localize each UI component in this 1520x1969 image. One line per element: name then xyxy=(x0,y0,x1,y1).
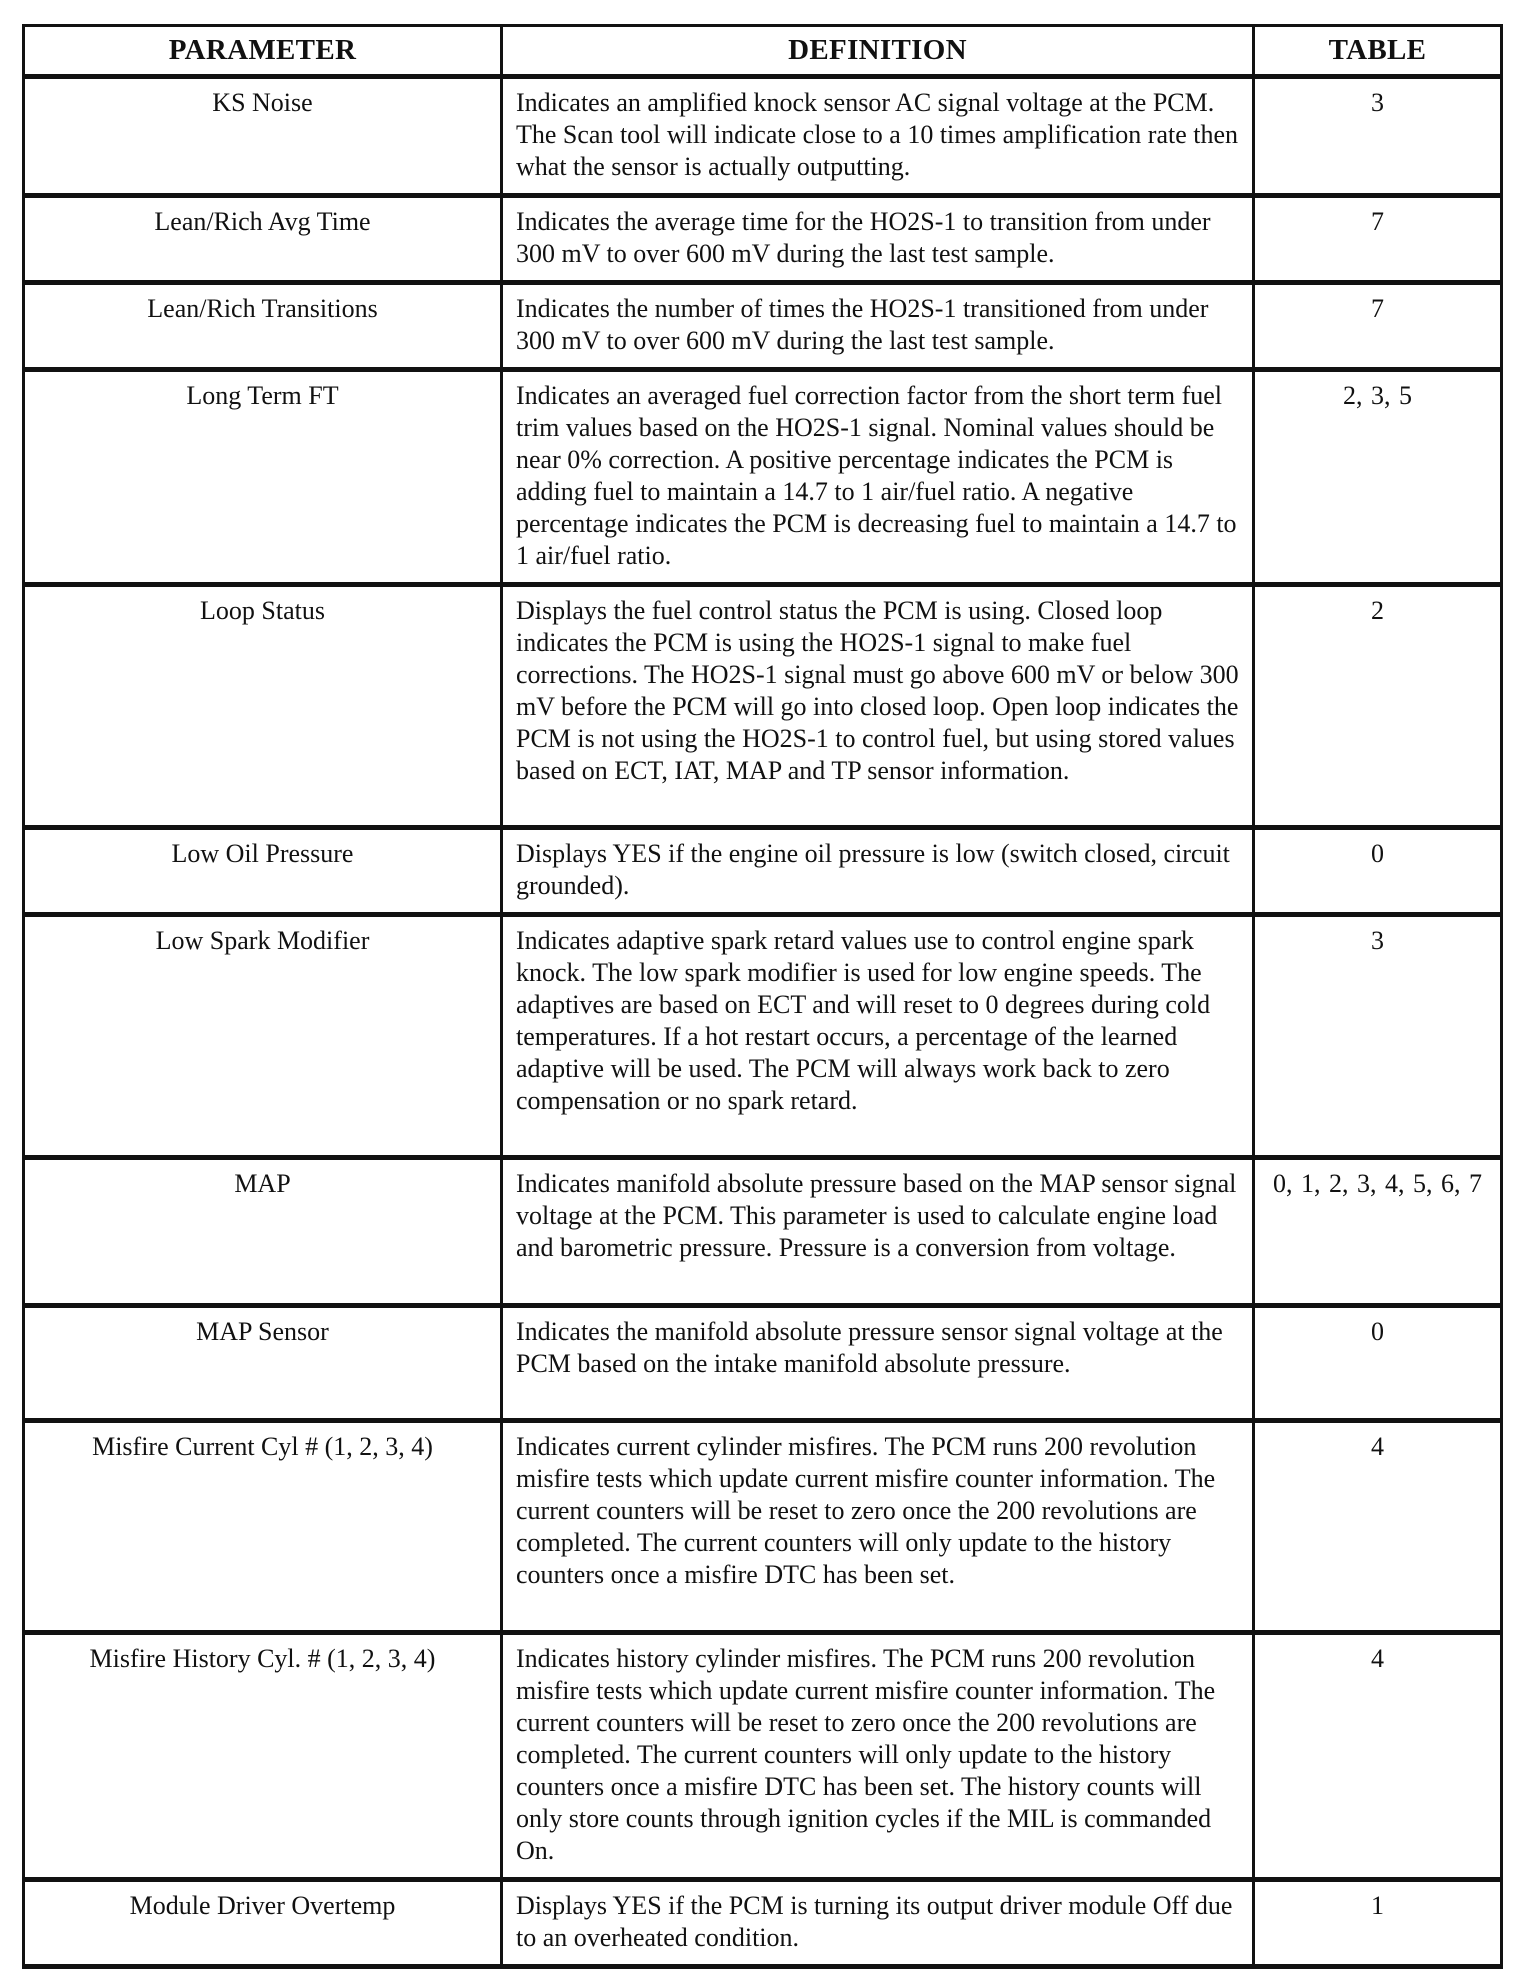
table-row xyxy=(24,1306,1502,1421)
definition-cell: Indicates adaptive spark retard values use to control engine spark knock. The low spark modifier is used for low engine speeds. The adaptives are based on ECT and will reset to 0 degrees during cold temperatures. If a hot restart occurs, a percentage of the learned adaptive will be used. The PCM will always work back to zero compensation or no spark retard. xyxy=(502,915,1254,1158)
table-row xyxy=(24,283,1502,370)
definition-cell: Indicates an amplified knock sensor AC signal voltage at the PCM. The Scan tool will indicate close to a 10 times amplification rate then what the sensor is actually outputting. xyxy=(502,77,1254,196)
table-row xyxy=(24,1633,1502,1880)
table-cell: 2, 3, 5 xyxy=(1254,370,1502,585)
definition-cell: Indicates the number of times the HO2S-1 transitioned from under 300 mV to over 600 mV during the last test sample. xyxy=(502,283,1254,370)
parameter-document xyxy=(22,24,1500,1969)
definition-cell: Indicates an averaged fuel correction factor from the short term fuel trim values based on the HO2S-1 signal. Nominal values should be near 0% correction. A positive percentage indicates the PCM is adding fuel to maintain a 14.7 to 1 air/fuel ratio. A negative percentage indicates the PCM is decreasing fuel to maintain a 14.7 to 1 air/fuel ratio. xyxy=(502,370,1254,585)
table-row xyxy=(24,370,1502,585)
parameter-cell: Lean/Rich Transitions xyxy=(24,283,502,370)
table-cell: 0, 1, 2, 3, 4, 5, 6, 7 xyxy=(1254,1158,1502,1306)
parameter-cell: KS Noise xyxy=(24,77,502,196)
parameter-cell: Misfire Current Cyl # (1, 2, 3, 4) xyxy=(24,1421,502,1633)
definition-cell: Displays YES if the PCM is turning its output driver module Off due to an overheated condition. xyxy=(502,1880,1254,1967)
table-cell: 1 xyxy=(1254,1880,1502,1967)
definition-cell: Indicates manifold absolute pressure based on the MAP sensor signal voltage at the PCM. This parameter is used to calculate engine load and barometric pressure. Pressure is a conversion from voltage. xyxy=(502,1158,1254,1306)
table-cell: 4 xyxy=(1254,1421,1502,1633)
definition-cell: Displays YES if the engine oil pressure is low (switch closed, circuit grounded). xyxy=(502,828,1254,915)
table-row xyxy=(24,196,1502,283)
parameter-table xyxy=(22,24,1503,1969)
table-cell: 2 xyxy=(1254,585,1502,828)
parameter-cell: Module Driver Overtemp xyxy=(24,1880,502,1967)
definition-cell: Indicates current cylinder misfires. The PCM runs 200 revolution misfire tests which update current misfire counter information. The current counters will be reset to zero once the 200 revolutions are completed. The current counters will only update to the history counters once a misfire DTC has been set. xyxy=(502,1421,1254,1633)
definition-cell: Indicates history cylinder misfires. The PCM runs 200 revolution misfire tests which update current misfire counter information. The current counters will be reset to zero once the 200 revolutions are completed. The current counters will only update to the history counters once a misfire DTC has been set. The history counts will only store counts through ignition cycles if the MIL is commanded On. xyxy=(502,1633,1254,1880)
table-row xyxy=(24,1421,1502,1633)
table-cell: 7 xyxy=(1254,283,1502,370)
header-parameter: PARAMETER xyxy=(24,26,502,77)
parameter-cell: MAP Sensor xyxy=(24,1306,502,1421)
table-cell: 0 xyxy=(1254,1306,1502,1421)
header-definition: DEFINITION xyxy=(502,26,1254,77)
parameter-cell: Long Term FT xyxy=(24,370,502,585)
table-cell: 0 xyxy=(1254,828,1502,915)
parameter-cell: Low Oil Pressure xyxy=(24,828,502,915)
table-row xyxy=(24,1880,1502,1967)
header-table: TABLE xyxy=(1254,26,1502,77)
table-cell: 4 xyxy=(1254,1633,1502,1880)
table-cell: 7 xyxy=(1254,196,1502,283)
parameter-cell: Loop Status xyxy=(24,585,502,828)
table-row xyxy=(24,915,1502,1158)
table-cell: 3 xyxy=(1254,77,1502,196)
table-row xyxy=(24,828,1502,915)
definition-cell: Indicates the average time for the HO2S-1 to transition from under 300 mV to over 600 mV during the last test sample. xyxy=(502,196,1254,283)
table-row xyxy=(24,1158,1502,1306)
parameter-cell: Misfire History Cyl. # (1, 2, 3, 4) xyxy=(24,1633,502,1880)
header-row xyxy=(24,26,1502,77)
table-row xyxy=(24,77,1502,196)
parameter-cell: Low Spark Modifier xyxy=(24,915,502,1158)
parameter-cell: MAP xyxy=(24,1158,502,1306)
table-cell: 3 xyxy=(1254,915,1502,1158)
table-row xyxy=(24,585,1502,828)
definition-cell: Displays the fuel control status the PCM is using. Closed loop indicates the PCM is using the HO2S-1 signal to make fuel corrections. The HO2S-1 signal must go above 600 mV or below 300 mV before the PCM will go into closed loop. Open loop indicates the PCM is not using the HO2S-1 to control fuel, but using stored values based on ECT, IAT, MAP and TP sensor information. xyxy=(502,585,1254,828)
definition-cell: Indicates the manifold absolute pressure sensor signal voltage at the PCM based on the intake manifold absolute pressure. xyxy=(502,1306,1254,1421)
parameter-cell: Lean/Rich Avg Time xyxy=(24,196,502,283)
